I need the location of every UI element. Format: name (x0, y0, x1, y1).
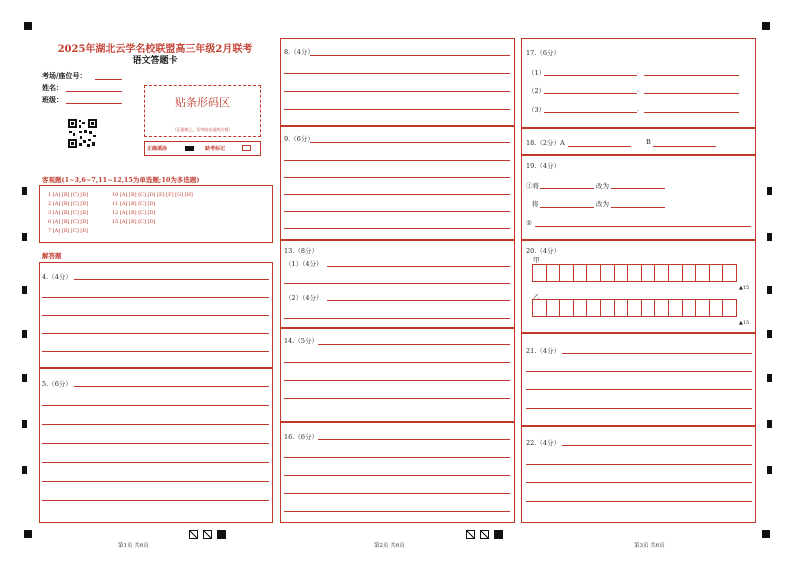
timing-mark (22, 187, 27, 195)
qr-code-icon (68, 119, 97, 148)
answer-line (540, 188, 594, 189)
answer-line (526, 389, 752, 390)
barcode-note: （正面朝上，切勿贴出虚线方框） (172, 127, 233, 132)
grid-count-mark: ▲15 (739, 285, 750, 291)
question-label: 21.（4分） (526, 347, 560, 355)
answer-line (544, 112, 637, 113)
barcode-area (144, 85, 261, 137)
objective-title: 客观题(1~3,6~7,11~12,15为单选题;10为多选题) (42, 176, 200, 184)
question-label: （3） (528, 106, 546, 114)
question-label: 9.（6分） (284, 135, 314, 143)
answer-line (284, 398, 510, 399)
page-marker (466, 530, 475, 539)
timing-mark (762, 22, 770, 30)
fill-example-label: 正确填涂 (147, 146, 168, 152)
answer-line (318, 439, 510, 440)
objective-row[interactable]: 15 [A] [B] [C] [D] (112, 219, 156, 225)
char-grid-jia[interactable] (532, 264, 736, 282)
exam-seat-label: 考场/座位号： (42, 71, 87, 80)
answer-line (42, 405, 269, 406)
separator-dot: . (637, 69, 639, 76)
answer-line (284, 318, 510, 319)
answer-line (284, 91, 510, 92)
barcode-label: 贴条形码区 (175, 96, 230, 109)
answer-line (284, 194, 510, 195)
timing-mark (767, 286, 772, 294)
answer-line (653, 146, 716, 147)
page-number: 第2页 共6页 (374, 543, 405, 549)
answer-line (535, 226, 751, 227)
objective-row[interactable]: 7 [A] [B] [C] [D] (48, 228, 89, 234)
page-marker (189, 530, 198, 539)
question-label: 17.（6分） (526, 49, 560, 57)
page-number: 第3页 共6页 (634, 543, 665, 549)
question-label: 4.（4分） (42, 273, 72, 281)
char-grid-yi[interactable] (532, 299, 736, 317)
question-label: （1） (528, 69, 546, 77)
answer-line (284, 109, 510, 110)
question-label: 14.（5分） (284, 337, 318, 345)
answer-line (74, 386, 269, 387)
absent-checkbox[interactable] (242, 145, 251, 151)
page-marker (494, 530, 503, 539)
objective-row[interactable]: 3 [A] [B] [C] [D] (48, 210, 89, 216)
class-field[interactable] (66, 103, 122, 104)
answer-line (526, 501, 752, 502)
question-label: ①将 (526, 182, 539, 190)
absent-label: 缺考标记 (205, 146, 226, 152)
answer-line (310, 55, 510, 56)
answer-line (611, 207, 665, 208)
question-label: B (646, 138, 651, 146)
grid-count-mark: ▲15 (739, 320, 750, 326)
question-label: 8.（4分） (284, 48, 314, 56)
answer-line (284, 457, 510, 458)
timing-mark (22, 233, 27, 241)
answer-line (42, 462, 269, 463)
question-label: 19.（4分） (526, 162, 560, 170)
page-marker (217, 530, 226, 539)
answer-line (526, 464, 752, 465)
question-label: 22.（4分） (526, 439, 560, 447)
objective-row[interactable]: 10 [A] [B] [C] [D] [E] [F] [G] [H] (112, 192, 193, 198)
question-label: 改为 (596, 182, 609, 190)
answer-line (284, 211, 510, 212)
answer-box-q9[interactable] (280, 126, 515, 240)
answer-line (42, 315, 269, 316)
objective-row[interactable]: 6 [A] [B] [C] [D] (48, 219, 89, 225)
timing-mark (22, 330, 27, 338)
question-label: 改为 (596, 200, 609, 208)
timing-mark (767, 330, 772, 338)
answer-line (562, 353, 752, 354)
answer-line (284, 160, 510, 161)
question-label: 5.（6分） (42, 380, 72, 388)
name-field[interactable] (66, 91, 122, 92)
answer-line (42, 481, 269, 482)
answer-line (74, 279, 269, 280)
timing-mark (767, 420, 772, 428)
answer-line (284, 511, 510, 512)
answer-line (540, 207, 594, 208)
timing-mark (762, 530, 770, 538)
answer-line (644, 93, 739, 94)
objective-row[interactable]: 12 [A] [B] [C] [D] (112, 210, 156, 216)
answer-line (284, 380, 510, 381)
answer-line (42, 424, 269, 425)
question-label: （2） (528, 87, 546, 95)
question-label: 18.（2分）A (526, 139, 565, 147)
class-label: 班级： (42, 95, 63, 104)
answer-line (42, 443, 269, 444)
row-label-jia: 甲 (533, 256, 540, 264)
answer-box-q8[interactable] (280, 38, 515, 126)
answer-line (284, 362, 510, 363)
answer-line (310, 142, 510, 143)
objective-row[interactable]: 1 [A] [B] [C] [D] (48, 192, 89, 198)
timing-mark (767, 466, 772, 474)
answer-line (42, 351, 269, 352)
answer-line (42, 500, 269, 501)
subjective-title: 解答题 (42, 252, 62, 260)
page-title: 2025年湖北云学名校联盟高三年级2月联考 (57, 44, 253, 55)
row-label-yi: 乙 (533, 293, 540, 301)
separator-dot: . (637, 87, 639, 94)
timing-mark (22, 286, 27, 294)
timing-mark (767, 374, 772, 382)
timing-mark (24, 530, 32, 538)
fill-example-swatch (185, 146, 194, 151)
exam-seat-field[interactable] (95, 79, 122, 80)
answer-line (644, 112, 739, 113)
answer-line (284, 228, 510, 229)
answer-line (644, 75, 739, 76)
objective-row[interactable]: 2 [A] [B] [C] [D] (48, 201, 89, 207)
separator-dot: . (637, 106, 639, 113)
question-label: 16.（6分） (284, 433, 318, 441)
timing-mark (22, 374, 27, 382)
question-label: ② (526, 219, 532, 227)
answer-line (544, 93, 637, 94)
answer-line (526, 408, 752, 409)
question-label: 13.（8分） (284, 247, 318, 255)
question-label: 20.（4分） (526, 247, 560, 255)
answer-line (284, 283, 510, 284)
page-marker (480, 530, 489, 539)
question-label: （2）（4分） (285, 294, 323, 302)
answer-line (526, 371, 752, 372)
answer-line (284, 475, 510, 476)
timing-mark (22, 420, 27, 428)
page-subtitle: 语文答题卡 (132, 56, 178, 66)
timing-mark (767, 187, 772, 195)
answer-line (318, 344, 510, 345)
objective-row[interactable]: 11 [A] [B] [C] [D] (112, 201, 156, 207)
timing-mark (22, 466, 27, 474)
answer-line (42, 333, 269, 334)
answer-line (284, 493, 510, 494)
answer-line (568, 146, 631, 147)
timing-mark (767, 233, 772, 241)
answer-line (562, 445, 752, 446)
answer-line (327, 300, 510, 301)
question-label: 将 (532, 200, 539, 208)
question-label: （1）（4分） (285, 260, 323, 268)
page-marker (203, 530, 212, 539)
answer-line (327, 266, 510, 267)
answer-line (284, 177, 510, 178)
answer-line (544, 75, 637, 76)
answer-line (611, 188, 665, 189)
page-number: 第1页 共6页 (118, 543, 149, 549)
timing-mark (24, 22, 32, 30)
name-label: 姓名： (42, 83, 63, 92)
answer-line (284, 73, 510, 74)
answer-line (42, 297, 269, 298)
answer-line (526, 482, 752, 483)
